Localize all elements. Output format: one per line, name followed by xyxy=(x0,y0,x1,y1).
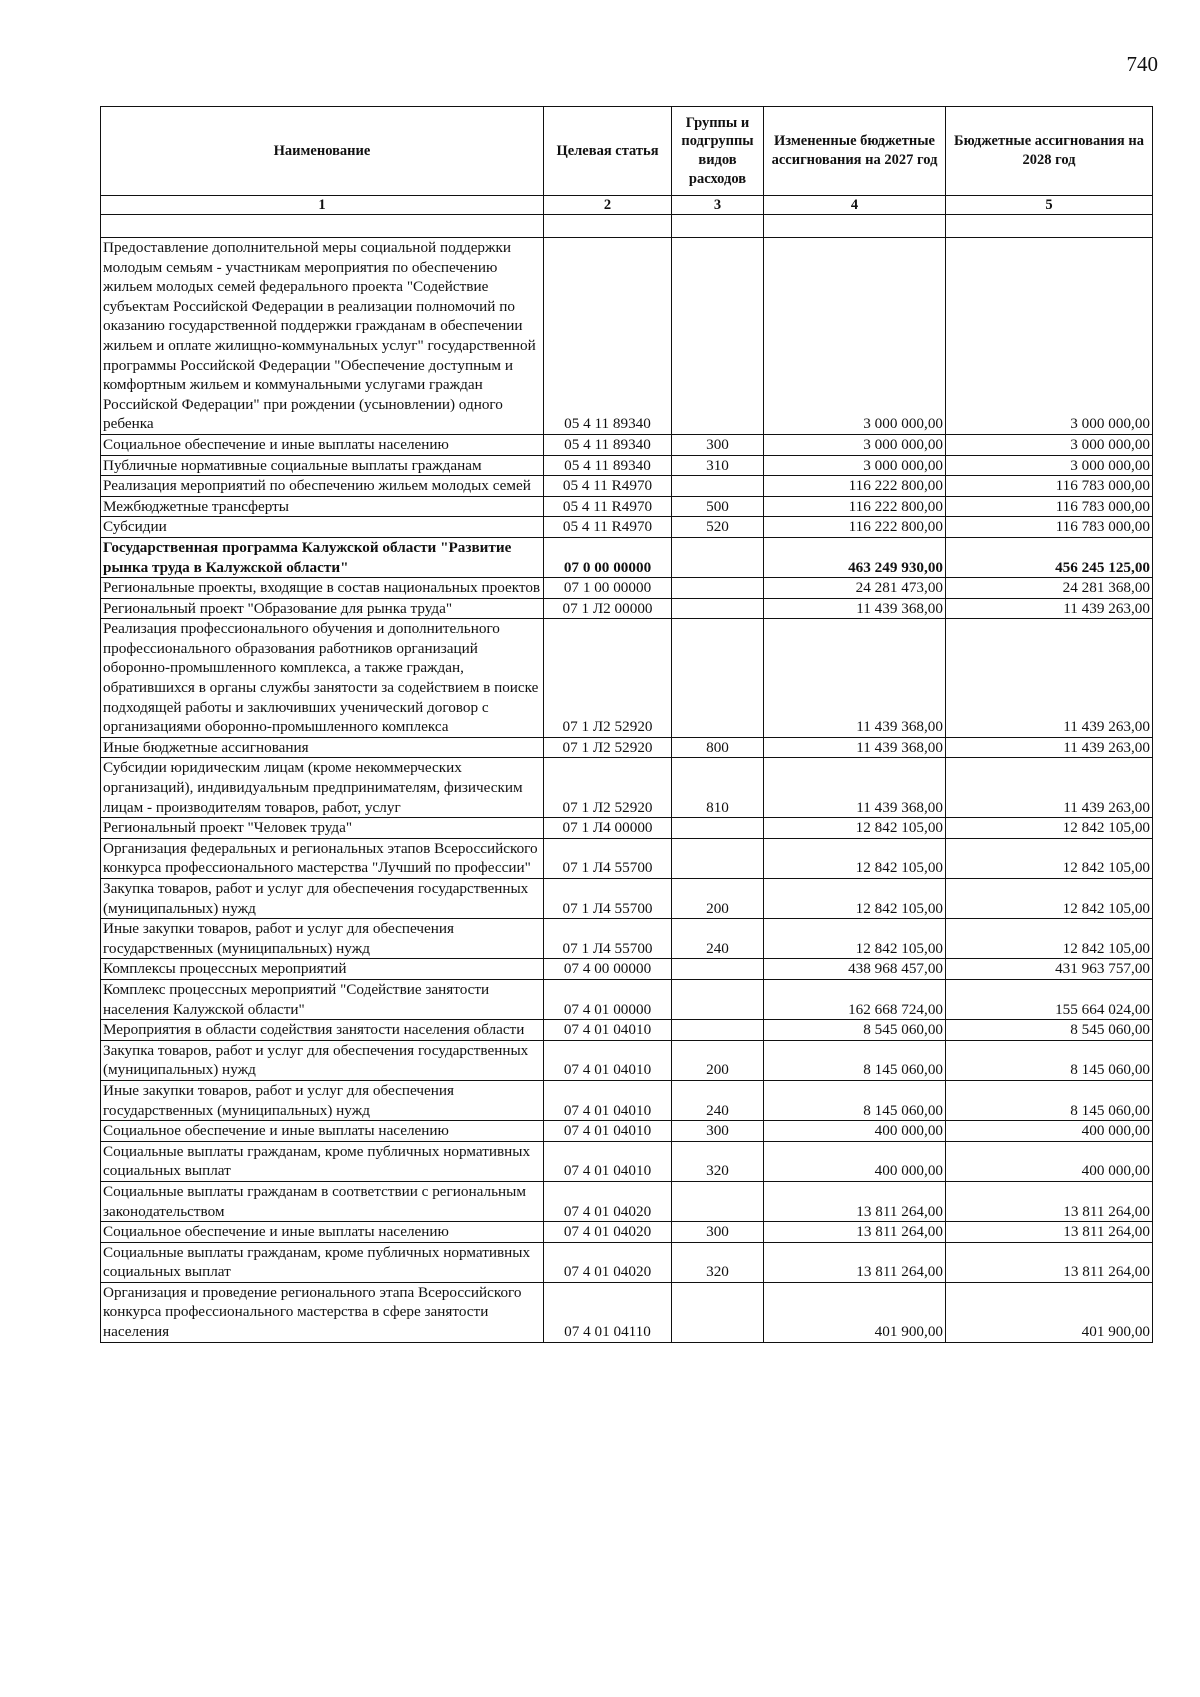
row-expense-group xyxy=(672,619,764,738)
table-row xyxy=(101,476,1153,497)
row-name: Комплекс процессных мероприятий "Содействие занятости населения Калужской области" xyxy=(101,979,544,1019)
row-amount-2027: 116 222 800,00 xyxy=(764,496,946,517)
row-name: Социальные выплаты гражданам, кроме публичных нормативных социальных выплат xyxy=(101,1242,544,1282)
table-row xyxy=(101,598,1153,619)
row-name: Межбюджетные трансферты xyxy=(101,496,544,517)
row-name: Публичные нормативные социальные выплаты гражданам xyxy=(101,455,544,476)
row-target-article: 05 4 11 89340 xyxy=(544,455,672,476)
table-row xyxy=(101,496,1153,517)
column-number-row xyxy=(101,196,1153,215)
table-row xyxy=(101,838,1153,878)
row-expense-group xyxy=(672,838,764,878)
row-expense-group xyxy=(672,598,764,619)
table-row xyxy=(101,238,1153,435)
row-expense-group xyxy=(672,1181,764,1221)
table-row xyxy=(101,455,1153,476)
row-expense-group: 320 xyxy=(672,1242,764,1282)
row-expense-group xyxy=(672,1282,764,1342)
table-row xyxy=(101,1121,1153,1142)
row-name: Мероприятия в области содействия занятости населения области xyxy=(101,1020,544,1041)
row-target-article: 07 1 Л4 55700 xyxy=(544,919,672,959)
row-expense-group: 520 xyxy=(672,517,764,538)
row-name: Государственная программа Калужской области "Развитие рынка труда в Калужской области" xyxy=(101,537,544,577)
row-amount-2027: 13 811 264,00 xyxy=(764,1222,946,1243)
row-expense-group: 320 xyxy=(672,1141,764,1181)
table-row xyxy=(101,619,1153,738)
row-target-article: 07 4 00 00000 xyxy=(544,959,672,980)
table-row xyxy=(101,737,1153,758)
table-row xyxy=(101,1040,1153,1080)
row-amount-2028: 8 145 060,00 xyxy=(946,1080,1153,1120)
row-amount-2028: 8 145 060,00 xyxy=(946,1040,1153,1080)
row-amount-2027: 11 439 368,00 xyxy=(764,598,946,619)
row-amount-2028: 11 439 263,00 xyxy=(946,758,1153,818)
row-expense-group: 200 xyxy=(672,879,764,919)
table-row xyxy=(101,818,1153,839)
row-amount-2028: 3 000 000,00 xyxy=(946,434,1153,455)
row-name: Региональный проект "Человек труда" xyxy=(101,818,544,839)
row-name: Реализация профессионального обучения и дополнительного профессионального образования работников организаций оборонно-промышленного комплекса, а также граждан, обратившихся в органы службы занятости за содействием в поиске подходящей работы и заключивших ученический договор с организациями оборонно-промышленного комплекса xyxy=(101,619,544,738)
row-name: Закупка товаров, работ и услуг для обеспечения государственных (муниципальных) нужд xyxy=(101,1040,544,1080)
row-name: Субсидии юридическим лицам (кроме некоммерческих организаций), индивидуальным предпринимателям, физическим лицам - производителям товаров, работ, услуг xyxy=(101,758,544,818)
row-target-article: 07 4 01 04010 xyxy=(544,1080,672,1120)
row-name: Закупка товаров, работ и услуг для обеспечения государственных (муниципальных) нужд xyxy=(101,879,544,919)
table-row xyxy=(101,578,1153,599)
row-amount-2027: 12 842 105,00 xyxy=(764,919,946,959)
row-target-article: 07 1 Л2 00000 xyxy=(544,598,672,619)
row-amount-2027: 13 811 264,00 xyxy=(764,1242,946,1282)
row-name: Социальное обеспечение и иные выплаты населению xyxy=(101,1121,544,1142)
row-target-article: 07 4 01 04110 xyxy=(544,1282,672,1342)
row-amount-2027: 116 222 800,00 xyxy=(764,476,946,497)
table-row xyxy=(101,1282,1153,1342)
row-name: Предоставление дополнительной меры социальной поддержки молодым семьям - участникам мероприятия по обеспечению жильем молодых семей федерального проекта "Содействие субъектам Российской Федерации в реализации полномочий по оказанию государственной поддержки гражданам в обеспечении жильем и оплате жилищно-коммунальных услуг" государственной программы Российской Федерации "Обеспечение доступным и комфортным жильем и коммунальными услугами граждан Российской Федерации" при рождении (усыновлении) одного ребенка xyxy=(101,238,544,435)
row-target-article: 07 4 01 04020 xyxy=(544,1222,672,1243)
row-name: Иные бюджетные ассигнования xyxy=(101,737,544,758)
row-amount-2028: 13 811 264,00 xyxy=(946,1181,1153,1221)
row-amount-2027: 400 000,00 xyxy=(764,1121,946,1142)
row-amount-2028: 12 842 105,00 xyxy=(946,838,1153,878)
row-target-article: 07 1 00 00000 xyxy=(544,578,672,599)
row-target-article: 07 4 01 04010 xyxy=(544,1020,672,1041)
row-amount-2028: 13 811 264,00 xyxy=(946,1242,1153,1282)
row-amount-2028: 12 842 105,00 xyxy=(946,818,1153,839)
row-name: Организация федеральных и региональных этапов Всероссийского конкурса профессионального мастерства "Лучший по профессии" xyxy=(101,838,544,878)
row-target-article: 07 1 Л4 55700 xyxy=(544,838,672,878)
row-target-article: 07 4 01 04010 xyxy=(544,1040,672,1080)
row-amount-2028: 400 000,00 xyxy=(946,1121,1153,1142)
row-amount-2027: 438 968 457,00 xyxy=(764,959,946,980)
row-target-article: 07 1 Л2 52920 xyxy=(544,758,672,818)
row-amount-2027: 8 545 060,00 xyxy=(764,1020,946,1041)
header-name: Наименование xyxy=(101,107,544,196)
row-name: Социальное обеспечение и иные выплаты населению xyxy=(101,1222,544,1243)
row-expense-group: 300 xyxy=(672,434,764,455)
row-target-article: 07 4 01 04010 xyxy=(544,1141,672,1181)
table-row xyxy=(101,979,1153,1019)
table-body xyxy=(101,215,1153,1343)
row-amount-2027: 12 842 105,00 xyxy=(764,818,946,839)
table-row xyxy=(101,879,1153,919)
row-amount-2028: 12 842 105,00 xyxy=(946,919,1153,959)
row-amount-2028: 3 000 000,00 xyxy=(946,455,1153,476)
row-amount-2027: 13 811 264,00 xyxy=(764,1181,946,1221)
row-target-article: 05 4 11 R4970 xyxy=(544,517,672,538)
row-amount-2028: 11 439 263,00 xyxy=(946,598,1153,619)
row-target-article: 05 4 11 R4970 xyxy=(544,496,672,517)
row-amount-2027: 400 000,00 xyxy=(764,1141,946,1181)
row-expense-group: 240 xyxy=(672,919,764,959)
row-expense-group xyxy=(672,959,764,980)
row-amount-2027: 463 249 930,00 xyxy=(764,537,946,577)
row-amount-2027: 3 000 000,00 xyxy=(764,434,946,455)
row-amount-2028: 8 545 060,00 xyxy=(946,1020,1153,1041)
row-amount-2028: 116 783 000,00 xyxy=(946,517,1153,538)
row-expense-group: 310 xyxy=(672,455,764,476)
row-amount-2027: 3 000 000,00 xyxy=(764,238,946,435)
header-expense-group: Группы и подгруппы видов расходов xyxy=(672,107,764,196)
row-expense-group: 800 xyxy=(672,737,764,758)
header-amount-2027: Измененные бюджетные ассигнования на 2027 год xyxy=(764,107,946,196)
row-name: Организация и проведение регионального этапа Всероссийского конкурса профессионального мастерства в сфере занятости населения xyxy=(101,1282,544,1342)
row-expense-group: 300 xyxy=(672,1121,764,1142)
row-expense-group xyxy=(672,238,764,435)
row-amount-2028: 12 842 105,00 xyxy=(946,879,1153,919)
row-amount-2027: 162 668 724,00 xyxy=(764,979,946,1019)
row-amount-2028: 116 783 000,00 xyxy=(946,476,1153,497)
row-target-article: 07 1 Л4 00000 xyxy=(544,818,672,839)
table-row xyxy=(101,758,1153,818)
row-expense-group: 300 xyxy=(672,1222,764,1243)
row-amount-2027: 11 439 368,00 xyxy=(764,619,946,738)
table-row xyxy=(101,1080,1153,1120)
row-target-article: 07 1 Л2 52920 xyxy=(544,619,672,738)
row-amount-2027: 3 000 000,00 xyxy=(764,455,946,476)
row-expense-group xyxy=(672,818,764,839)
row-target-article: 07 1 Л4 55700 xyxy=(544,879,672,919)
row-name: Социальное обеспечение и иные выплаты населению xyxy=(101,434,544,455)
column-number: 4 xyxy=(764,196,946,215)
row-amount-2028: 11 439 263,00 xyxy=(946,737,1153,758)
row-amount-2028: 155 664 024,00 xyxy=(946,979,1153,1019)
table-row xyxy=(101,1141,1153,1181)
column-number: 3 xyxy=(672,196,764,215)
row-target-article: 05 4 11 R4970 xyxy=(544,476,672,497)
row-amount-2028: 401 900,00 xyxy=(946,1282,1153,1342)
row-name: Реализация мероприятий по обеспечению жильем молодых семей xyxy=(101,476,544,497)
column-number: 5 xyxy=(946,196,1153,215)
row-target-article: 07 1 Л2 52920 xyxy=(544,737,672,758)
row-amount-2027: 8 145 060,00 xyxy=(764,1080,946,1120)
row-name: Социальные выплаты гражданам, кроме публичных нормативных социальных выплат xyxy=(101,1141,544,1181)
row-amount-2028: 400 000,00 xyxy=(946,1141,1153,1181)
table-row xyxy=(101,517,1153,538)
page-number: 740 xyxy=(1126,52,1158,76)
row-target-article: 07 0 00 00000 xyxy=(544,537,672,577)
row-target-article: 07 4 01 04020 xyxy=(544,1242,672,1282)
table-row xyxy=(101,919,1153,959)
row-name: Региональный проект "Образование для рынка труда" xyxy=(101,598,544,619)
row-expense-group xyxy=(672,578,764,599)
row-amount-2027: 8 145 060,00 xyxy=(764,1040,946,1080)
column-number: 2 xyxy=(544,196,672,215)
table-row xyxy=(101,1222,1153,1243)
row-amount-2027: 11 439 368,00 xyxy=(764,737,946,758)
header-amount-2028: Бюджетные ассигнования на 2028 год xyxy=(946,107,1153,196)
row-amount-2028: 24 281 368,00 xyxy=(946,578,1153,599)
budget-table xyxy=(100,106,1153,1343)
row-amount-2028: 11 439 263,00 xyxy=(946,619,1153,738)
table-row xyxy=(101,434,1153,455)
row-amount-2027: 116 222 800,00 xyxy=(764,517,946,538)
row-expense-group xyxy=(672,979,764,1019)
table-row xyxy=(101,1242,1153,1282)
row-expense-group xyxy=(672,537,764,577)
row-amount-2027: 11 439 368,00 xyxy=(764,758,946,818)
table-row xyxy=(101,959,1153,980)
row-name: Субсидии xyxy=(101,517,544,538)
row-target-article: 07 4 01 04010 xyxy=(544,1121,672,1142)
row-expense-group: 240 xyxy=(672,1080,764,1120)
row-amount-2028: 3 000 000,00 xyxy=(946,238,1153,435)
row-target-article: 05 4 11 89340 xyxy=(544,434,672,455)
row-amount-2027: 24 281 473,00 xyxy=(764,578,946,599)
row-amount-2027: 12 842 105,00 xyxy=(764,838,946,878)
table-row xyxy=(101,537,1153,577)
row-expense-group xyxy=(672,476,764,497)
table-row xyxy=(101,1181,1153,1221)
row-expense-group: 200 xyxy=(672,1040,764,1080)
row-amount-2027: 401 900,00 xyxy=(764,1282,946,1342)
row-expense-group: 500 xyxy=(672,496,764,517)
header-row xyxy=(101,107,1153,196)
row-expense-group xyxy=(672,1020,764,1041)
column-number: 1 xyxy=(101,196,544,215)
row-amount-2028: 431 963 757,00 xyxy=(946,959,1153,980)
row-name: Иные закупки товаров, работ и услуг для обеспечения государственных (муниципальных) нужд xyxy=(101,1080,544,1120)
table-row xyxy=(101,1020,1153,1041)
row-expense-group: 810 xyxy=(672,758,764,818)
header-target-article: Целевая статья xyxy=(544,107,672,196)
row-target-article: 05 4 11 89340 xyxy=(544,238,672,435)
spacer-row xyxy=(101,215,1153,238)
row-amount-2027: 12 842 105,00 xyxy=(764,879,946,919)
row-amount-2028: 116 783 000,00 xyxy=(946,496,1153,517)
row-amount-2028: 13 811 264,00 xyxy=(946,1222,1153,1243)
row-amount-2028: 456 245 125,00 xyxy=(946,537,1153,577)
row-target-article: 07 4 01 00000 xyxy=(544,979,672,1019)
row-name: Региональные проекты, входящие в состав национальных проектов xyxy=(101,578,544,599)
row-name: Комплексы процессных мероприятий xyxy=(101,959,544,980)
row-name: Социальные выплаты гражданам в соответствии с региональным законодательством xyxy=(101,1181,544,1221)
row-target-article: 07 4 01 04020 xyxy=(544,1181,672,1221)
row-name: Иные закупки товаров, работ и услуг для обеспечения государственных (муниципальных) нужд xyxy=(101,919,544,959)
